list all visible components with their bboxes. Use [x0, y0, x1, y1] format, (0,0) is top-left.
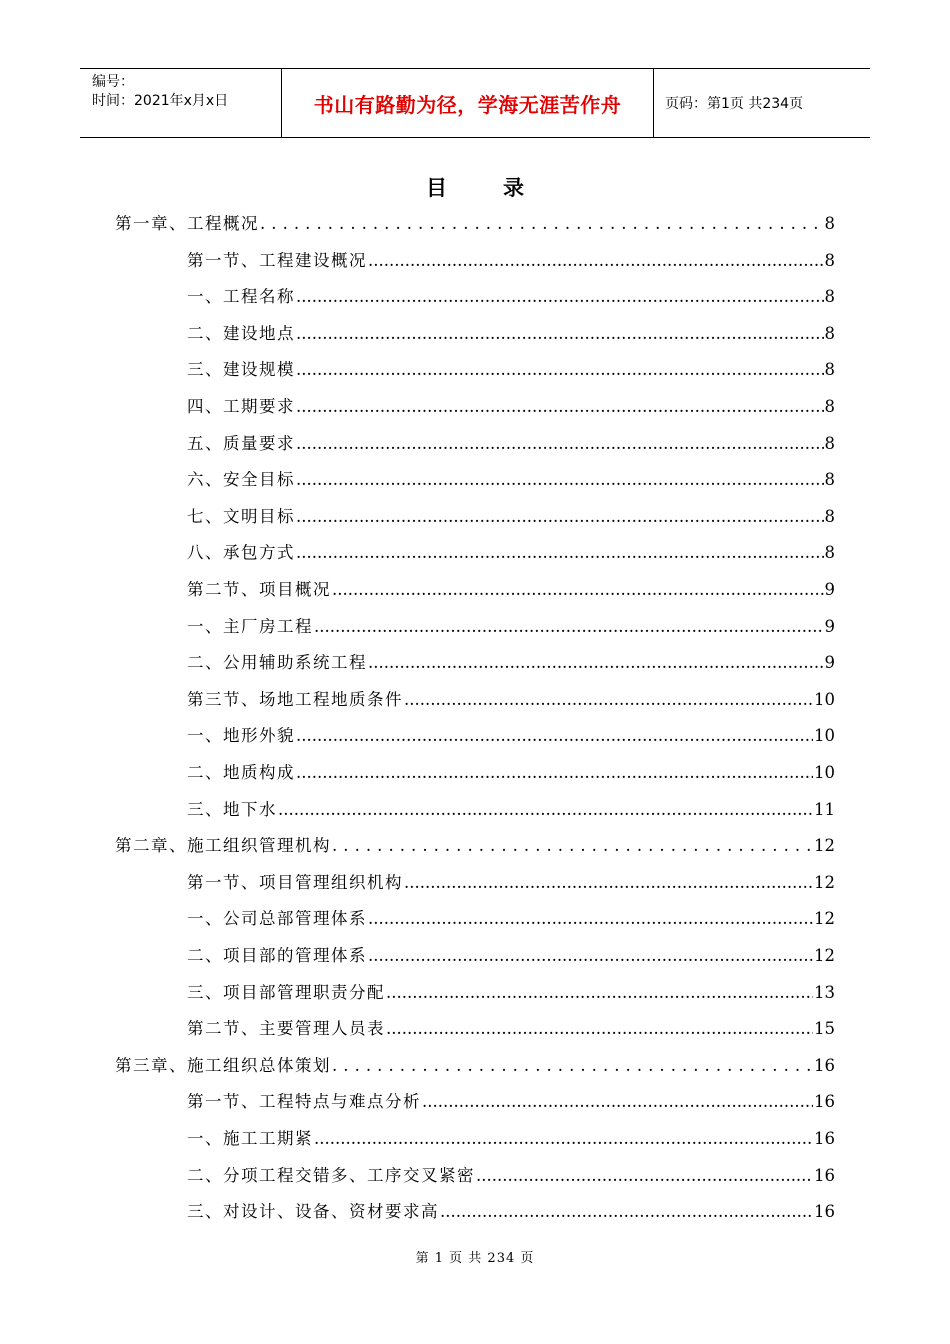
toc-entry-title: 一、地形外貌 [187, 726, 295, 746]
toc-entry-page: 9 [824, 580, 835, 599]
toc-entry-page: 9 [824, 653, 835, 673]
toc-entry[interactable] [187, 722, 835, 746]
toc-entry[interactable] [187, 393, 835, 417]
toc-entry[interactable] [187, 503, 835, 527]
toc-entry[interactable] [187, 283, 835, 307]
header-motto: 书山有路勤为径，学海无涯苦作舟 [282, 69, 654, 137]
toc-leader-dots [386, 1019, 813, 1038]
toc-entry-title: 第二节、项目概况 [187, 580, 331, 599]
page-header [80, 68, 870, 138]
toc-entry-page: 8 [824, 360, 835, 380]
toc-title [0, 172, 950, 202]
toc-leader-dots [386, 983, 813, 1002]
toc-entry[interactable] [187, 905, 835, 929]
toc-entry-title: 第一节、项目管理组织机构 [187, 872, 403, 892]
toc-entry-page: 8 [824, 250, 835, 270]
toc-entry-page: 8 [824, 543, 835, 563]
toc-entry-page: 9 [824, 616, 835, 636]
toc-leader-dots [296, 397, 824, 416]
toc-entry-title: 第一节、工程建设概况 [187, 250, 367, 270]
toc-entry[interactable] [187, 1015, 835, 1039]
toc-entry-page: 11 [814, 799, 835, 819]
toc-entry[interactable] [187, 356, 835, 380]
toc-entry-title: 第二章、施工组织管理机构 [115, 836, 331, 856]
toc-entry[interactable] [187, 320, 835, 344]
toc-leader-dots [440, 1202, 813, 1221]
toc-entry-title: 二、建设地点 [187, 323, 295, 343]
toc-entry-page: 10 [814, 689, 835, 709]
toc-entry[interactable] [187, 1125, 835, 1149]
toc-entry[interactable] [187, 942, 835, 966]
toc-entry-title: 第一节、工程特点与难点分析 [187, 1092, 421, 1112]
toc-leader-dots [296, 543, 824, 562]
toc-entry-page: 12 [814, 946, 835, 965]
toc-entry-title: 二、公用辅助系统工程 [187, 653, 367, 673]
toc-leader-dots [296, 507, 824, 526]
toc-entry-title: 二、分项工程交错多、工序交叉紧密 [187, 1165, 475, 1185]
toc-entry[interactable] [187, 869, 835, 893]
toc-entry[interactable] [115, 832, 835, 856]
toc-entry-title: 四、工期要求 [187, 397, 295, 416]
toc-entry-page: 16 [814, 1092, 835, 1112]
toc-entry[interactable] [187, 649, 835, 673]
toc-entry-title: 第三章、施工组织总体策划 [115, 1055, 331, 1075]
toc-entry-page: 8 [824, 397, 835, 416]
toc-entry[interactable] [187, 759, 835, 783]
header-page-label: 页码：第1页 共234页 [665, 96, 804, 112]
toc-leader-dots [422, 1092, 813, 1111]
toc-leader-dots [332, 836, 813, 855]
toc-leader-dots [368, 946, 813, 965]
toc-entry-page: 12 [814, 872, 835, 892]
toc-entry-title: 六、安全目标 [187, 470, 295, 490]
toc-entry[interactable] [187, 796, 835, 820]
toc-entry-page: 15 [814, 1019, 835, 1039]
toc-entry-title: 五、质量要求 [187, 433, 295, 453]
toc-leader-dots [260, 214, 824, 233]
toc-leader-dots [332, 580, 824, 599]
toc-leader-dots [296, 763, 813, 782]
header-meta-cell [80, 69, 282, 137]
toc-entry[interactable] [187, 430, 835, 454]
toc-entry[interactable] [115, 1052, 835, 1076]
toc-entry-title: 一、公司总部管理体系 [187, 909, 367, 929]
toc-entry-page: 16 [814, 1165, 835, 1185]
toc-entry-page: 12 [814, 836, 835, 856]
toc-entry[interactable] [187, 576, 835, 600]
toc-entry-page: 16 [814, 1055, 835, 1075]
toc-entry-title: 二、地质构成 [187, 763, 295, 782]
toc-leader-dots [278, 800, 813, 819]
toc-entry-title: 七、文明目标 [187, 506, 295, 526]
toc-leader-dots [314, 1129, 813, 1148]
toc-entry-title: 一、施工工期紧 [187, 1129, 313, 1148]
page-footer: 第 1 页 共 234 页 [415, 1251, 535, 1266]
toc-entry-page: 12 [814, 909, 835, 929]
toc-entry[interactable] [187, 539, 835, 563]
toc-leader-dots [332, 1056, 813, 1075]
toc-entry-title: 第一章、工程概况 [115, 214, 259, 233]
toc-leader-dots [368, 251, 824, 270]
toc-entry-title: 第二节、主要管理人员表 [187, 1019, 385, 1039]
toc-entry-page: 8 [824, 214, 835, 233]
toc-entry-title: 一、主厂房工程 [187, 616, 313, 636]
toc-entry-page: 8 [824, 287, 835, 307]
document-time-label: 时间：2021年x月x日 [92, 93, 229, 109]
toc-title-char: 录 [503, 176, 524, 200]
toc-entry-page: 13 [814, 982, 835, 1002]
toc-entry-page: 10 [814, 726, 835, 746]
document-number-label: 编号： [92, 74, 134, 90]
toc-entry-page: 8 [824, 470, 835, 490]
toc-entry-title: 八、承包方式 [187, 543, 295, 563]
toc-entry-page: 16 [814, 1202, 835, 1222]
toc-entry[interactable] [187, 613, 835, 637]
toc-entry-title: 一、工程名称 [187, 287, 295, 307]
toc-entry-title: 第三节、场地工程地质条件 [187, 689, 403, 709]
toc-entry-page: 8 [824, 506, 835, 526]
toc-entry-title: 三、地下水 [187, 799, 277, 819]
toc-entry[interactable] [187, 247, 835, 271]
toc-leader-dots [476, 1166, 813, 1185]
toc-leader-dots [314, 617, 824, 636]
toc-entry-page: 8 [824, 323, 835, 343]
toc-entry[interactable] [187, 686, 835, 710]
toc-entry[interactable] [115, 210, 835, 234]
toc-leader-dots [368, 653, 824, 672]
toc-leader-dots [296, 726, 813, 745]
toc-leader-dots [296, 324, 824, 343]
toc-leader-dots [296, 287, 824, 306]
toc-leader-dots [404, 873, 813, 892]
toc-title-char: 目 [426, 176, 447, 200]
toc-entry-title: 三、对设计、设备、资材要求高 [187, 1202, 439, 1222]
toc-leader-dots [296, 434, 824, 453]
toc-entry-page: 16 [814, 1129, 835, 1148]
toc-entry[interactable] [187, 1198, 835, 1222]
toc-entry[interactable] [187, 979, 835, 1003]
toc-entry[interactable] [187, 1162, 835, 1186]
toc-leader-dots [404, 690, 813, 709]
toc-leader-dots [296, 470, 824, 489]
toc-leader-dots [368, 909, 813, 928]
toc-entry-title: 三、建设规模 [187, 360, 295, 380]
toc-entry-title: 三、项目部管理职责分配 [187, 982, 385, 1002]
toc-entry-title: 二、项目部的管理体系 [187, 946, 367, 965]
toc-entry[interactable] [187, 1088, 835, 1112]
toc-entry-page: 8 [824, 433, 835, 453]
toc-entry[interactable] [187, 466, 835, 490]
toc-entry-page: 10 [814, 763, 835, 782]
toc-leader-dots [296, 360, 824, 379]
